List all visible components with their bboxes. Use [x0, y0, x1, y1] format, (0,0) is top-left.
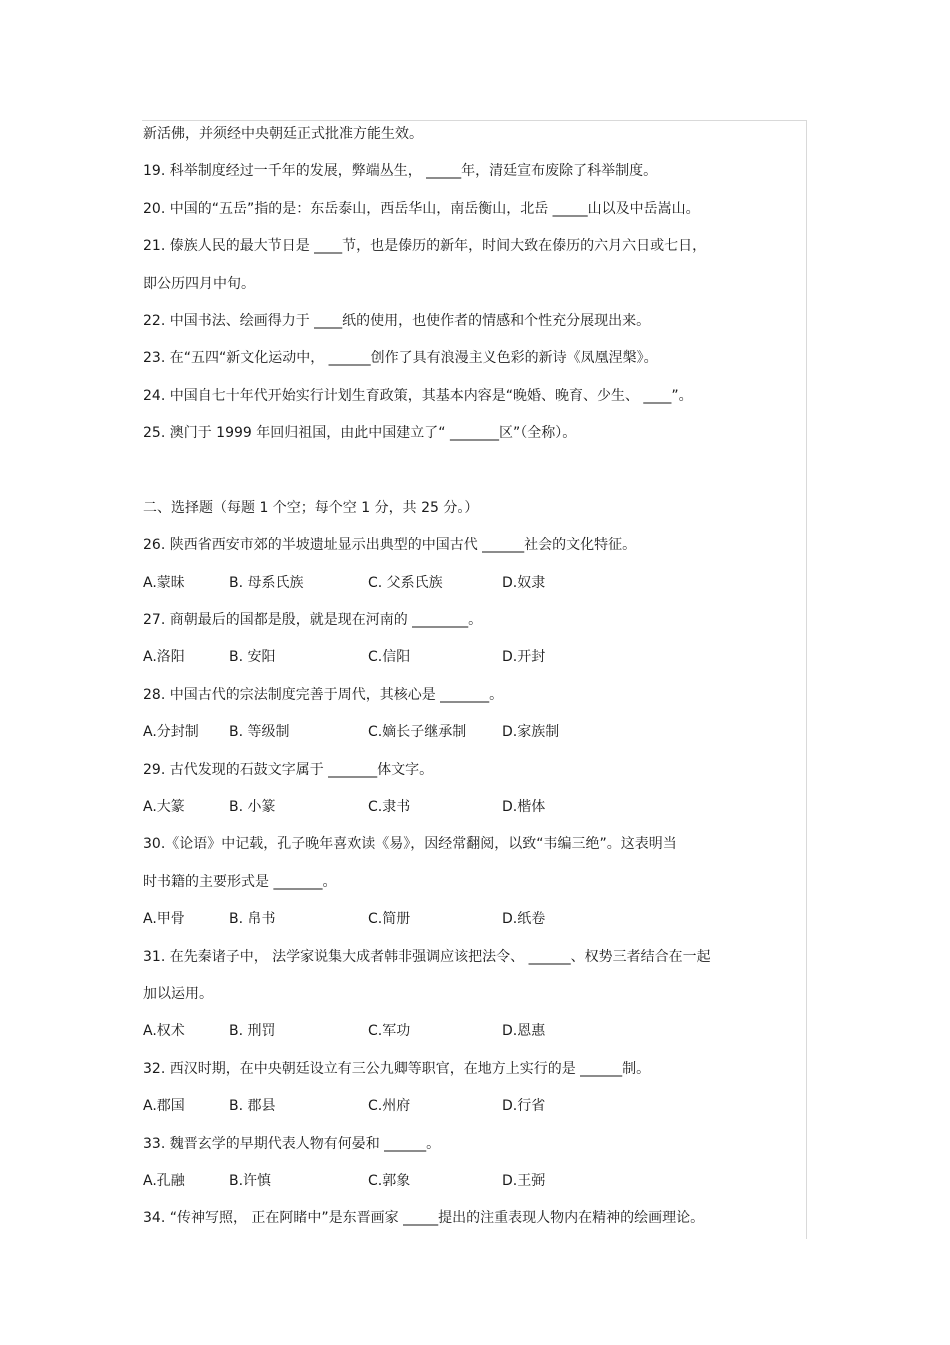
options-row [143, 644, 803, 681]
question-21: 21. 傣族人民的最大节日是 ____节，也是傣历的新年，时间大致在傣历的六月六日或七日， [143, 238, 707, 255]
question-31-cont: 加以运用。 [143, 985, 213, 1002]
option-a: A.大篆 [143, 799, 185, 816]
option-d: D.恩惠 [502, 1023, 546, 1040]
question-34: 34. “传神写照， 正在阿睹中”是东晋画家 _____提出的注重表现人物内在精神的绘画理论。 [143, 1210, 705, 1227]
question-33: 33. 魏晋玄学的早期代表人物有何晏和 ______。 [143, 1135, 441, 1152]
option-a: A.甲骨 [143, 911, 185, 928]
question-19: 19. 科举制度经过一千年的发展，弊端丛生， _____年，清廷宣布废除了科举制度。 [143, 163, 658, 180]
section-heading: 二、选择题（每题 1 个空；每个空 1 分，共 25 分。） [143, 499, 479, 516]
blank-line [143, 458, 803, 495]
question-25: 25. 澳门于 1999 年回归祖国，由此中国建立了“ _______区”（全称）。 [143, 425, 577, 442]
option-c: C.信阳 [368, 649, 411, 666]
question-31: 31. 在先秦诸子中， 法学家说集大成者韩非强调应该把法令、 ______、权势三者结合在一起 [143, 948, 711, 965]
option-b: B. 刑罚 [229, 1023, 276, 1040]
option-a: A.洛阳 [143, 649, 185, 666]
options-row [143, 570, 803, 607]
option-d: D.王弼 [502, 1172, 546, 1189]
option-d: D.家族制 [502, 724, 560, 741]
question-24: 24. 中国自七十年代开始实行计划生育政策，其基本内容是“晚婚、晚育、少生、 ____”。 [143, 387, 693, 404]
options-row [143, 1093, 803, 1130]
question-29: 29. 古代发现的石鼓文字属于 _______体文字。 [143, 761, 434, 778]
option-d: D.纸卷 [502, 911, 546, 928]
option-c: C.隶书 [368, 799, 411, 816]
option-d: D.行省 [502, 1098, 546, 1115]
option-c: C. 父系氏族 [368, 574, 443, 591]
option-d: D.楷体 [502, 799, 546, 816]
option-d: D.开封 [502, 649, 546, 666]
option-b: B. 小篆 [229, 799, 276, 816]
option-a: A.孔融 [143, 1172, 185, 1189]
option-c: C.简册 [368, 911, 411, 928]
option-b: B. 安阳 [229, 649, 276, 666]
option-a: A.蒙昧 [143, 574, 185, 591]
option-a: A.分封制 [143, 724, 199, 741]
option-b: B. 帛书 [229, 911, 276, 928]
text-line: 新活佛，并须经中央朝廷正式批准方能生效。 [143, 126, 423, 142]
question-23: 23. 在“五四“新文化运动中， ______创作了具有浪漫主义色彩的新诗《凤凰涅槃》。 [143, 350, 658, 367]
question-20: 20. 中国的“五岳”指的是：东岳泰山，西岳华山，南岳衡山，北岳 _____山以及中岳嵩山。 [143, 200, 700, 217]
option-c: C.嫡长子继承制 [368, 724, 467, 741]
options-row [143, 906, 803, 943]
question-30: 30.《论语》中记载，孔子晚年喜欢读《易》，因经常翻阅，以致“韦编三绝”。这表明当 [143, 836, 677, 853]
question-30-cont: 时书籍的主要形式是 _______。 [143, 873, 337, 890]
option-c: C.州府 [368, 1098, 411, 1115]
question-32: 32. 西汉时期，在中央朝廷设立有三公九卿等职官，在地方上实行的是 ______制。 [143, 1060, 651, 1077]
option-b: B. 母系氏族 [229, 574, 304, 591]
option-c: C.郭象 [368, 1172, 411, 1189]
option-b: B. 郡县 [229, 1098, 276, 1115]
question-28: 28. 中国古代的宗法制度完善于周代，其核心是 _______。 [143, 686, 504, 703]
options-row [143, 1018, 803, 1055]
option-b: B. 等级制 [229, 724, 290, 741]
question-26: 26. 陕西省西安市郊的半坡遗址显示出典型的中国古代 ______社会的文化特征。 [143, 537, 637, 554]
option-a: A.郡国 [143, 1098, 185, 1115]
question-22: 22. 中国书法、绘画得力于 ____纸的使用，也使作者的情感和个性充分展现出来。 [143, 312, 651, 329]
options-row [143, 794, 803, 831]
options-row [143, 719, 803, 756]
option-a: A.权术 [143, 1023, 185, 1040]
document-body [143, 121, 803, 1243]
option-d: D.奴隶 [502, 574, 546, 591]
options-row [143, 1168, 803, 1205]
question-27: 27. 商朝最后的国都是殷，就是现在河南的 ________。 [143, 612, 483, 629]
option-b: B.许慎 [229, 1172, 272, 1189]
text-line: 即公历四月中旬。 [143, 275, 255, 292]
option-c: C.军功 [368, 1023, 411, 1040]
